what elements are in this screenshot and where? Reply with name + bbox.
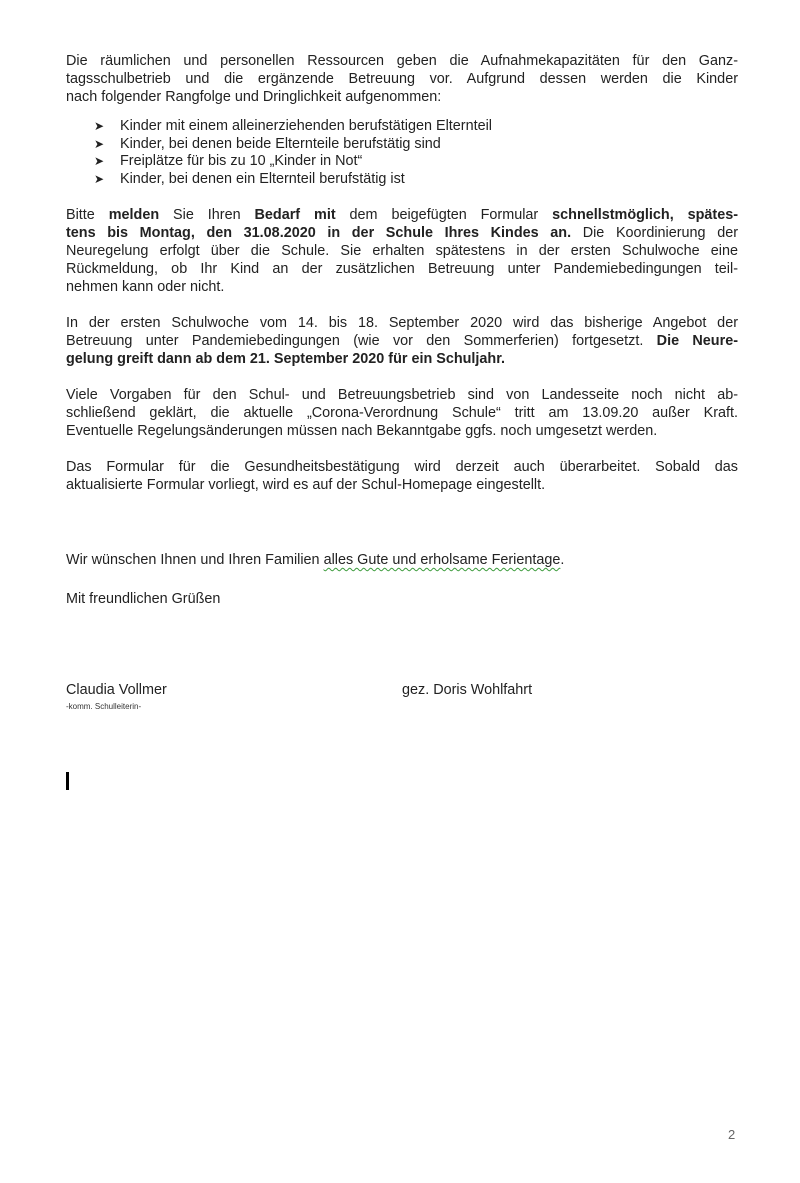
- line: Eventuelle Regelungsänderungen müssen nach Bekanntgabe ggfs. noch umgesetzt werden.: [66, 423, 658, 439]
- arrow-bullet-icon: ➤: [94, 154, 105, 168]
- paragraph-first-week: [66, 314, 738, 368]
- line: Rückmeldung, ob Ihr Kind an der zusätzlichen Betreuung unter Pandemiebedingungen teil-: [66, 261, 738, 277]
- text-cursor[interactable]: [66, 772, 69, 790]
- line: Das Formular für die Gesundheitsbestätigung wird derzeit auch überarbeitet. Sobald das: [66, 459, 738, 475]
- document-body: [66, 52, 738, 494]
- line: nach folgender Rangfolge und Dringlichkeit aufgenommen:: [66, 89, 442, 105]
- signatory-left-title: -komm. Schulleiterin-: [66, 702, 142, 711]
- page-number: 2: [728, 1127, 736, 1142]
- list-item: ➤ Freiplätze für bis zu 10 „Kinder in Not“: [94, 153, 363, 169]
- line: Betreuung unter Pandemiebedingungen (wie vor den Sommerferien) fortgesetzt. Die Neure-: [66, 333, 738, 349]
- line: Die räumlichen und personellen Ressourcen geben die Aufnahmekapazitäten für den Ganz-: [66, 53, 738, 69]
- line: Viele Vorgaben für den Schul- und Betreuungsbetrieb sind von Landesseite noch nicht ab-: [66, 387, 738, 403]
- line: aktualisierte Formular vorliegt, wird es auf der Schul-Homepage eingestellt.: [66, 477, 546, 493]
- line: tagsschulbetrieb und die ergänzende Betreuung vor. Aufgrund dessen werden die Kinder: [66, 71, 738, 87]
- arrow-bullet-icon: ➤: [94, 171, 105, 186]
- signature-block: [66, 682, 738, 722]
- arrow-bullet-icon: ➤: [94, 136, 105, 151]
- line: Bitte melden Sie Ihren Bedarf mit dem beigefügten Formular schnellstmöglich, spätes-: [66, 207, 739, 223]
- line: schließend geklärt, die aktuelle „Corona-Verordnung Schule“ tritt am 13.09.20 außer Kraft.: [66, 405, 738, 421]
- spellcheck-underline: alles Gute und erholsame Ferientage: [323, 552, 561, 568]
- list-item: ➤ Kinder mit einem alleinerziehenden berufstätigen Elternteil: [94, 118, 492, 134]
- paragraph-registration: [66, 206, 738, 296]
- signatory-left-name: Claudia Vollmer: [66, 682, 167, 698]
- line: In der ersten Schulwoche vom 14. bis 18. September 2020 wird das bisherige Angebot der: [66, 315, 738, 331]
- list-item: ➤ Kinder, bei denen beide Elternteile berufstätig sind: [94, 135, 441, 152]
- signatory-right-name: gez. Doris Wohlfahrt: [402, 682, 533, 698]
- line: nehmen kann oder nicht.: [66, 279, 225, 295]
- line: gelung greift dann ab dem 21. September 2020 für ein Schuljahr.: [66, 351, 506, 367]
- closing-wish: Wir wünschen Ihnen und Ihren Familien alles Gute und erholsame Ferientage.: [66, 552, 565, 568]
- line: tens bis Montag, den 31.08.2020 in der Schule Ihres Kindes an. Die Koordinierung der: [66, 225, 738, 241]
- paragraph-capacity: [66, 52, 738, 106]
- line: Neuregelung erfolgt über die Schule. Sie erhalten spätestens in der ersten Schulwoche eine: [66, 243, 738, 259]
- closing-regards: Mit freundlichen Grüßen: [66, 591, 221, 607]
- paragraph-regulations: [66, 386, 738, 440]
- paragraph-health-form: [66, 458, 738, 494]
- arrow-bullet-icon: ➤: [94, 119, 105, 133]
- priority-list: [66, 118, 738, 188]
- list-item: ➤ Kinder, bei denen ein Elternteil berufstätig ist: [94, 170, 405, 187]
